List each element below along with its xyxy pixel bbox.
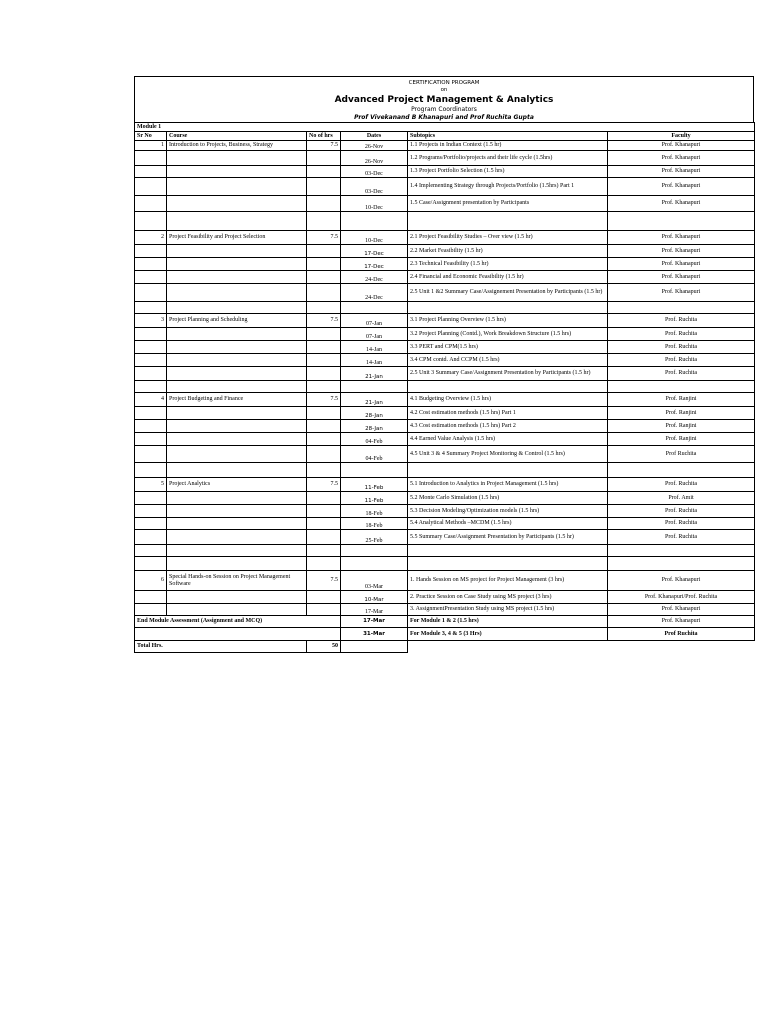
row-hrs: 7.5 (307, 231, 341, 245)
row-hrs (307, 367, 341, 381)
row-sr-no (135, 245, 167, 258)
row-sr-no (135, 591, 167, 604)
row-subtopic: 3.3 PERT and CPM(1.5 hrs) (408, 341, 608, 354)
row-subtopic: 5.3 Decision Modeling/Optimization models (1.5 hrs) (408, 505, 608, 518)
row-date: 17-Mar (341, 604, 408, 616)
header-line1: CERTIFICATION PROGRAM (408, 80, 480, 86)
row-subtopic: 1.3 Project Portfolio Selection (1.5 hrs) (408, 166, 608, 178)
row-subtopic: 2.3 Technical Feasibility (1.5 hr) (408, 258, 608, 271)
row-hrs (307, 545, 341, 557)
table-row (135, 328, 755, 341)
table-row (135, 433, 755, 446)
row-course (167, 271, 307, 284)
row-faculty: Prof. Khanapuri (608, 271, 755, 284)
row-subtopic (408, 302, 608, 314)
assessment-label: End Module Assessment (Assignment and MCQ) (135, 616, 341, 628)
row-hrs: 7.5 (307, 314, 341, 328)
row-course (167, 407, 307, 420)
total-hours: 50 (307, 641, 341, 653)
row-course (167, 433, 307, 446)
row-faculty: Prof. Ruchita (608, 367, 755, 381)
row-date: 10-Dec (341, 231, 408, 245)
table-row (135, 354, 755, 367)
row-faculty: Prof. Khanapuri (608, 178, 755, 196)
row-date (341, 302, 408, 314)
row-hrs (307, 557, 341, 571)
assessment-faculty: Prof. Khanapuri (608, 616, 755, 628)
row-hrs (307, 463, 341, 478)
row-sr-no (135, 420, 167, 433)
row-date: 28-Jan (341, 407, 408, 420)
row-subtopic: 5.1 Introduction to Analytics in Project Management (1.5 hrs) (408, 478, 608, 492)
row-course (167, 492, 307, 505)
row-sr-no (135, 545, 167, 557)
assessment-date: 31-Mar (341, 628, 408, 641)
row-subtopic (408, 545, 608, 557)
row-hrs (307, 212, 341, 231)
row-course (167, 518, 307, 530)
row-date: 14-Jan (341, 341, 408, 354)
row-hrs (307, 196, 341, 212)
assessment-faculty: Prof Ruchita (608, 628, 755, 641)
table-row (135, 381, 755, 393)
row-faculty (608, 302, 755, 314)
row-date (341, 381, 408, 393)
row-faculty (608, 463, 755, 478)
row-course: Project Feasibility and Project Selection (167, 231, 307, 245)
row-course (167, 557, 307, 571)
row-sr-no (135, 354, 167, 367)
row-subtopic: 1.2 Programs/Portfolio/projects and their life cycle (1.5hrs) (408, 151, 608, 166)
row-faculty: Prof. Khanapuri (608, 166, 755, 178)
row-date: 25-Feb (341, 530, 408, 545)
row-sr-no (135, 463, 167, 478)
col-faculty: Faculty (608, 132, 755, 141)
row-date: 03-Dec (341, 166, 408, 178)
row-sr-no (135, 367, 167, 381)
row-sr-no: 5 (135, 478, 167, 492)
row-date: 04-Feb (341, 433, 408, 446)
row-faculty: Prof. Ruchita (608, 354, 755, 367)
row-course: Special Hands-on Session on Project Management Software (167, 571, 307, 591)
row-faculty: Prof. Ranjini (608, 420, 755, 433)
row-sr-no: 2 (135, 231, 167, 245)
column-header-row (135, 132, 755, 141)
table-row (135, 367, 755, 381)
row-subtopic: 3.4 CPM contd. And CCPM (1.5 hrs) (408, 354, 608, 367)
row-sr-no: 4 (135, 393, 167, 407)
row-subtopic: 1. Hands Session on MS project for Project Management (3 hrs) (408, 571, 608, 591)
row-hrs (307, 433, 341, 446)
row-hrs (307, 381, 341, 393)
table-row (135, 302, 755, 314)
row-date: 21-Jan (341, 393, 408, 407)
row-course (167, 166, 307, 178)
table-row (135, 505, 755, 518)
col-sr-no: Sr No (135, 132, 167, 141)
row-sr-no (135, 433, 167, 446)
row-sr-no (135, 166, 167, 178)
table-row (135, 591, 755, 604)
row-hrs (307, 505, 341, 518)
row-sr-no (135, 492, 167, 505)
row-subtopic: 4.5 Unit 3 & 4 Summary Project Monitoring & Control (1.5 hrs) (408, 446, 608, 463)
row-sr-no (135, 151, 167, 166)
row-subtopic: 2.5 Unit 1 &2 Summary Case/Assignement Presentation by Participants (1.5 hr) (408, 284, 608, 302)
row-course (167, 381, 307, 393)
table-row (135, 530, 755, 545)
row-course: Project Planning and Scheduling (167, 314, 307, 328)
row-sr-no (135, 271, 167, 284)
row-date: 21-Jan (341, 367, 408, 381)
row-subtopic: 2.4 Financial and Economic Feasibility (1.5 hr) (408, 271, 608, 284)
row-course (167, 354, 307, 367)
table-row (135, 518, 755, 530)
row-date: 07-Jan (341, 328, 408, 341)
col-course: Course (167, 132, 307, 141)
coordinators-names: Prof Vivekanand B Khanapuri and Prof Ruchita Gupta (354, 114, 534, 121)
table-row (135, 314, 755, 328)
row-faculty: Prof. Ruchita (608, 341, 755, 354)
row-hrs (307, 328, 341, 341)
row-faculty: Prof. Khanapuri/Prof. Ruchita (608, 591, 755, 604)
row-faculty: Prof. Ruchita (608, 505, 755, 518)
row-course (167, 367, 307, 381)
row-sr-no (135, 178, 167, 196)
row-sr-no (135, 530, 167, 545)
table-row (135, 178, 755, 196)
row-date: 10-Dec (341, 196, 408, 212)
row-subtopic (408, 463, 608, 478)
row-hrs (307, 420, 341, 433)
row-subtopic: 1.5 Case/Assignment presentation by Participants (408, 196, 608, 212)
row-course (167, 604, 307, 616)
row-date: 24-Dec (341, 284, 408, 302)
table-row (135, 166, 755, 178)
row-faculty: Prof. Khanapuri (608, 231, 755, 245)
row-course (167, 545, 307, 557)
table-row (135, 151, 755, 166)
row-sr-no: 1 (135, 141, 167, 151)
row-faculty: Prof. Ruchita (608, 328, 755, 341)
row-faculty: Prof. Ranjini (608, 393, 755, 407)
row-hrs (307, 407, 341, 420)
row-course: Project Budgeting and Finance (167, 393, 307, 407)
row-course (167, 284, 307, 302)
assessment-date: 17-Mar (341, 616, 408, 628)
row-sr-no: 3 (135, 314, 167, 328)
row-hrs (307, 530, 341, 545)
row-sr-no (135, 212, 167, 231)
table-row (135, 604, 755, 616)
row-subtopic: 2.5 Unit 3 Summary Case/Assignment Presentation by Participants (1.5 hr) (408, 367, 608, 381)
row-date (341, 545, 408, 557)
row-subtopic: 2.1 Project Feasibility Studies – Over view (1.5 hr) (408, 231, 608, 245)
row-sr-no (135, 302, 167, 314)
row-course (167, 258, 307, 271)
table-row (135, 420, 755, 433)
row-course: Introduction to Projects, Business, Strategy (167, 141, 307, 151)
row-subtopic: 3. AssignmentPresentation Study using MS project (1.5 hrs) (408, 604, 608, 616)
row-hrs: 7.5 (307, 141, 341, 151)
row-faculty: Prof. Khanapuri (608, 258, 755, 271)
header-line2: on (440, 87, 448, 93)
row-subtopic: 4.2 Cost estimation methods (1.5 hrs) Part 1 (408, 407, 608, 420)
table-row (135, 245, 755, 258)
table-row (135, 212, 755, 231)
row-faculty: Prof. Ruchita (608, 530, 755, 545)
row-faculty: Prof. Khanapuri (608, 604, 755, 616)
table-row (135, 571, 755, 591)
total-row (135, 641, 755, 653)
col-subtopics: Subtopics (408, 132, 608, 141)
row-faculty (608, 212, 755, 231)
module-label: Module 1 (135, 123, 307, 132)
row-sr-no (135, 196, 167, 212)
row-course (167, 591, 307, 604)
row-faculty (608, 557, 755, 571)
table-row (135, 478, 755, 492)
table-row (135, 557, 755, 571)
row-sr-no (135, 341, 167, 354)
row-hrs (307, 245, 341, 258)
row-hrs: 7.5 (307, 478, 341, 492)
row-faculty: Prof. Amit (608, 492, 755, 505)
row-hrs (307, 591, 341, 604)
row-date: 03-Mar (341, 571, 408, 591)
row-subtopic: 5.4 Analytical Methods –MCDM (1.5 hrs) (408, 518, 608, 530)
table-row (135, 231, 755, 245)
col-hrs: No of hrs (307, 132, 341, 141)
row-hrs: 7.5 (307, 393, 341, 407)
row-faculty: Prof. Khanapuri (608, 284, 755, 302)
table-row (135, 463, 755, 478)
program-header (134, 76, 754, 122)
row-course (167, 245, 307, 258)
row-subtopic: 1.1 Projects in Indian Context (1.5 hr) (408, 141, 608, 151)
row-faculty (608, 545, 755, 557)
row-hrs (307, 492, 341, 505)
row-faculty: Prof. Ruchita (608, 518, 755, 530)
row-subtopic (408, 557, 608, 571)
row-subtopic: 5.2 Monte Carlo Simulation (1.5 hrs) (408, 492, 608, 505)
row-sr-no (135, 284, 167, 302)
row-date (341, 463, 408, 478)
row-date: 04-Feb (341, 446, 408, 463)
row-sr-no (135, 258, 167, 271)
row-date: 17-Dec (341, 245, 408, 258)
row-faculty: Prof. Khanapuri (608, 571, 755, 591)
row-hrs (307, 178, 341, 196)
program-title: Advanced Project Management & Analytics (334, 95, 554, 105)
total-label: Total Hrs. (135, 641, 307, 653)
row-faculty: Prof. Ranjini (608, 433, 755, 446)
row-date (341, 557, 408, 571)
row-hrs (307, 604, 341, 616)
row-course (167, 302, 307, 314)
row-subtopic: 2.2 Market Feasibility (1.5 hr) (408, 245, 608, 258)
row-course (167, 212, 307, 231)
row-subtopic: 3.2 Project Planning (Contd.), Work Breakdown Structure (1.5 hrs) (408, 328, 608, 341)
row-subtopic: 1.4 Implementing Strategy through Projects/Portfolio (1.5hrs) Part 1 (408, 178, 608, 196)
row-date: 24-Dec (341, 271, 408, 284)
module-row (135, 123, 755, 132)
row-hrs (307, 354, 341, 367)
row-sr-no (135, 381, 167, 393)
row-faculty: Prof Ruchita (608, 446, 755, 463)
row-course (167, 196, 307, 212)
table-row (135, 407, 755, 420)
row-hrs (307, 284, 341, 302)
row-date: 07-Jan (341, 314, 408, 328)
row-course (167, 505, 307, 518)
assessment-subtopic: For Module 1 & 2 (1.5 hrs) (408, 616, 608, 628)
table-row (135, 545, 755, 557)
row-hrs (307, 258, 341, 271)
schedule-table (134, 122, 755, 653)
row-subtopic: 5.5 Summary Case/Assignment Presentation by Participants (1.5 hr) (408, 530, 608, 545)
table-row (135, 141, 755, 151)
row-faculty: Prof. Khanapuri (608, 141, 755, 151)
row-sr-no (135, 446, 167, 463)
row-subtopic: 4.3 Cost estimation methods (1.5 hrs) Part 2 (408, 420, 608, 433)
row-date: 10-Mar (341, 591, 408, 604)
row-date: 18-Feb (341, 518, 408, 530)
table-row (135, 341, 755, 354)
col-dates: Dates (341, 132, 408, 141)
row-subtopic (408, 212, 608, 231)
row-date: 26-Nov (341, 151, 408, 166)
row-subtopic: 2. Practice Session on Case Study using MS project (3 hrs) (408, 591, 608, 604)
row-faculty: Prof. Khanapuri (608, 151, 755, 166)
assessment-row (135, 628, 755, 641)
row-subtopic: 3.1 Project Planning Overview (1.5 hrs) (408, 314, 608, 328)
row-hrs (307, 341, 341, 354)
row-course (167, 530, 307, 545)
row-course (167, 446, 307, 463)
row-faculty: Prof. Ruchita (608, 314, 755, 328)
row-date: 26-Nov (341, 141, 408, 151)
row-date: 11-Feb (341, 492, 408, 505)
row-subtopic: 4.1 Budgeting Overview (1.5 hrs) (408, 393, 608, 407)
row-hrs (307, 518, 341, 530)
table-row (135, 446, 755, 463)
row-date (341, 212, 408, 231)
row-hrs (307, 166, 341, 178)
row-sr-no (135, 557, 167, 571)
assessment-subtopic: For Module 3, 4 & 5 (3 Hrs) (408, 628, 608, 641)
row-course (167, 341, 307, 354)
row-course (167, 151, 307, 166)
row-course (167, 178, 307, 196)
coordinators-label: Program Coordinators (411, 106, 477, 113)
row-subtopic: 4.4 Earned Value Analysis (1.5 hrs) (408, 433, 608, 446)
row-faculty: Prof. Ranjini (608, 407, 755, 420)
row-course (167, 328, 307, 341)
row-date: 03-Dec (341, 178, 408, 196)
row-hrs (307, 446, 341, 463)
row-sr-no (135, 505, 167, 518)
table-row (135, 196, 755, 212)
row-course: Project Analytics (167, 478, 307, 492)
row-course (167, 463, 307, 478)
row-sr-no (135, 518, 167, 530)
row-date: 14-Jan (341, 354, 408, 367)
schedule-sheet (134, 76, 754, 653)
row-faculty: Prof. Khanapuri (608, 245, 755, 258)
row-subtopic (408, 381, 608, 393)
table-row (135, 284, 755, 302)
row-sr-no (135, 328, 167, 341)
assessment-row (135, 616, 755, 628)
row-date: 28-Jan (341, 420, 408, 433)
row-hrs (307, 271, 341, 284)
row-faculty: Prof. Khanapuri (608, 196, 755, 212)
row-sr-no: 6 (135, 571, 167, 591)
table-row (135, 492, 755, 505)
row-hrs (307, 302, 341, 314)
table-row (135, 393, 755, 407)
row-sr-no (135, 407, 167, 420)
row-faculty (608, 381, 755, 393)
row-sr-no (135, 604, 167, 616)
row-date: 11-Feb (341, 478, 408, 492)
row-faculty: Prof. Ruchita (608, 478, 755, 492)
row-hrs: 7.5 (307, 571, 341, 591)
row-hrs (307, 151, 341, 166)
row-date: 18-Feb (341, 505, 408, 518)
row-date: 17-Dec (341, 258, 408, 271)
table-row (135, 258, 755, 271)
table-row (135, 271, 755, 284)
row-course (167, 420, 307, 433)
